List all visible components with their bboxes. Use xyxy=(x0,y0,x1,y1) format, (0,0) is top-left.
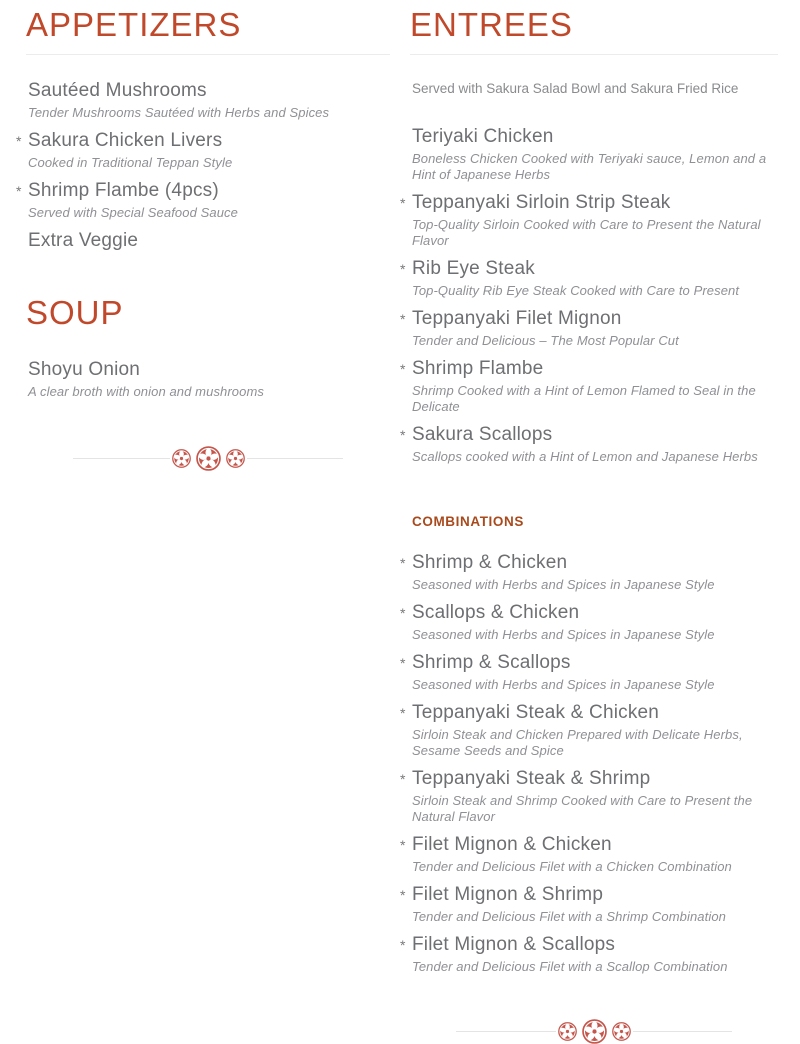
item-description: Shrimp Cooked with a Hint of Lemon Flamed to Seal in the Delicate xyxy=(412,383,756,415)
section-entrees xyxy=(400,6,778,975)
section-soup xyxy=(26,294,390,400)
item-name: Extra Veggie xyxy=(28,229,139,251)
item-name xyxy=(400,652,778,674)
item-name: Shoyu Onion xyxy=(28,358,141,380)
item-name xyxy=(400,552,778,574)
cooked-to-order-asterisk: * xyxy=(400,887,406,904)
sakura-flower-icon xyxy=(226,449,245,468)
item-name-text: Teppanyaki Steak & Chicken xyxy=(412,702,660,724)
section-divider xyxy=(73,446,343,471)
item-name-text: Shrimp Flambe (4pcs) xyxy=(28,179,219,201)
menu-item xyxy=(400,308,778,349)
item-description: Seasoned with Herbs and Spices in Japanese Style xyxy=(412,627,715,643)
cooked-to-order-asterisk: * xyxy=(16,132,22,149)
divider-line xyxy=(247,458,344,459)
menu-item xyxy=(16,179,390,221)
item-name xyxy=(400,424,778,446)
item-name-text: Filet Mignon & Scallops xyxy=(412,934,616,956)
cooked-to-order-asterisk: * xyxy=(400,555,406,572)
item-description: A clear broth with onion and mushrooms xyxy=(28,383,264,399)
divider-line xyxy=(633,1031,733,1032)
item-name-text: Sakura Chicken Livers xyxy=(28,129,223,151)
item-name xyxy=(16,179,390,202)
item-name xyxy=(400,934,778,956)
item-description: Top-Quality Rib Eye Steak Cooked with Care to Present xyxy=(412,283,740,299)
entrees-serving-note: Served with Sakura Salad Bowl and Sakura Fried Rice xyxy=(412,80,739,96)
section-appetizers xyxy=(16,6,390,252)
item-name-text: Teppanyaki Sirloin Strip Steak xyxy=(412,192,671,214)
combinations-heading: COMBINATIONS xyxy=(412,514,524,530)
item-description: Cooked in Traditional Teppan Style xyxy=(28,154,233,170)
sakura-flower-icon xyxy=(581,1019,608,1044)
cooked-to-order-asterisk: * xyxy=(400,311,406,328)
item-name xyxy=(400,602,778,624)
item-name xyxy=(400,884,778,906)
menu-item xyxy=(410,126,778,183)
cooked-to-order-asterisk: * xyxy=(400,195,406,212)
cooked-to-order-asterisk: * xyxy=(400,605,406,622)
item-name: Teriyaki Chicken xyxy=(412,126,554,148)
menu-item xyxy=(26,359,390,400)
cooked-to-order-asterisk: * xyxy=(400,705,406,722)
item-name-text: Teppanyaki Steak & Shrimp xyxy=(412,768,651,790)
menu-right-column xyxy=(400,6,778,1044)
item-name xyxy=(400,358,778,380)
menu-item xyxy=(26,80,390,121)
divider-line xyxy=(456,1031,556,1032)
item-name xyxy=(400,192,778,214)
item-name xyxy=(400,768,778,790)
item-description: Tender and Delicious Filet with a Chicken Combination xyxy=(412,859,732,875)
item-description: Tender Mushrooms Sautéed with Herbs and Spices xyxy=(28,104,330,120)
item-name-text: Rib Eye Steak xyxy=(412,258,535,280)
menu-left-column xyxy=(16,6,390,1044)
menu-item xyxy=(400,258,778,299)
item-name xyxy=(16,129,390,152)
sakura-flower-icon xyxy=(195,446,222,471)
menu-item xyxy=(400,552,778,593)
section-divider xyxy=(456,1019,732,1044)
menu-item xyxy=(400,602,778,643)
item-description: Served with Special Seafood Sauce xyxy=(28,204,238,220)
item-description: Scallops cooked with a Hint of Lemon and Japanese Herbs xyxy=(412,449,758,465)
menu-item xyxy=(26,230,390,252)
item-name-text: Shrimp Flambe xyxy=(412,358,544,380)
item-description: Tender and Delicious – The Most Popular Cut xyxy=(412,333,679,349)
item-description: Tender and Delicious Filet with a Shrimp Combination xyxy=(412,909,726,925)
item-name xyxy=(400,258,778,280)
entrees-heading: ENTREES xyxy=(410,6,778,55)
item-name-text: Sakura Scallops xyxy=(412,424,553,446)
cooked-to-order-asterisk: * xyxy=(400,361,406,378)
item-name xyxy=(400,834,778,856)
menu-item xyxy=(400,834,778,875)
menu-item xyxy=(400,884,778,925)
soup-heading: SOUP xyxy=(26,293,124,331)
item-description: Tender and Delicious Filet with a Scallop Combination xyxy=(412,959,728,975)
menu-item xyxy=(16,129,390,171)
cooked-to-order-asterisk: * xyxy=(400,937,406,954)
menu-item xyxy=(400,358,778,415)
menu-item xyxy=(400,192,778,249)
appetizers-heading: APPETIZERS xyxy=(26,6,390,55)
menu-item xyxy=(400,652,778,693)
item-name-text: Shrimp & Chicken xyxy=(412,552,568,574)
item-name-text: Filet Mignon & Shrimp xyxy=(412,884,604,906)
item-name: Sautéed Mushrooms xyxy=(28,79,207,101)
menu-item xyxy=(400,768,778,825)
divider-line xyxy=(73,458,170,459)
item-name-text: Filet Mignon & Chicken xyxy=(412,834,612,856)
cooked-to-order-asterisk: * xyxy=(400,261,406,278)
menu-item xyxy=(400,424,778,465)
sakura-flower-icon xyxy=(612,1022,631,1041)
item-description: Seasoned with Herbs and Spices in Japanese Style xyxy=(412,677,715,693)
cooked-to-order-asterisk: * xyxy=(400,771,406,788)
cooked-to-order-asterisk: * xyxy=(400,427,406,444)
cooked-to-order-asterisk: * xyxy=(400,655,406,672)
item-name xyxy=(400,308,778,330)
item-name-text: Teppanyaki Filet Mignon xyxy=(412,308,622,330)
cooked-to-order-asterisk: * xyxy=(16,182,22,199)
item-description: Seasoned with Herbs and Spices in Japanese Style xyxy=(412,577,715,593)
item-description: Sirloin Steak and Chicken Prepared with Delicate Herbs, Sesame Seeds and Spice xyxy=(412,727,743,759)
cooked-to-order-asterisk: * xyxy=(400,837,406,854)
sakura-flower-icon xyxy=(172,449,191,468)
item-name-text: Shrimp & Scallops xyxy=(412,652,571,674)
item-description: Top-Quality Sirloin Cooked with Care to Present the Natural Flavor xyxy=(412,217,761,249)
item-description: Sirloin Steak and Shrimp Cooked with Care to Present the Natural Flavor xyxy=(412,793,753,825)
menu-item xyxy=(400,702,778,759)
menu-item xyxy=(400,934,778,975)
item-name-text: Scallops & Chicken xyxy=(412,602,580,624)
sakura-flower-icon xyxy=(558,1022,577,1041)
item-name xyxy=(400,702,778,724)
item-description: Boneless Chicken Cooked with Teriyaki sauce, Lemon and a Hint of Japanese Herbs xyxy=(412,151,767,183)
